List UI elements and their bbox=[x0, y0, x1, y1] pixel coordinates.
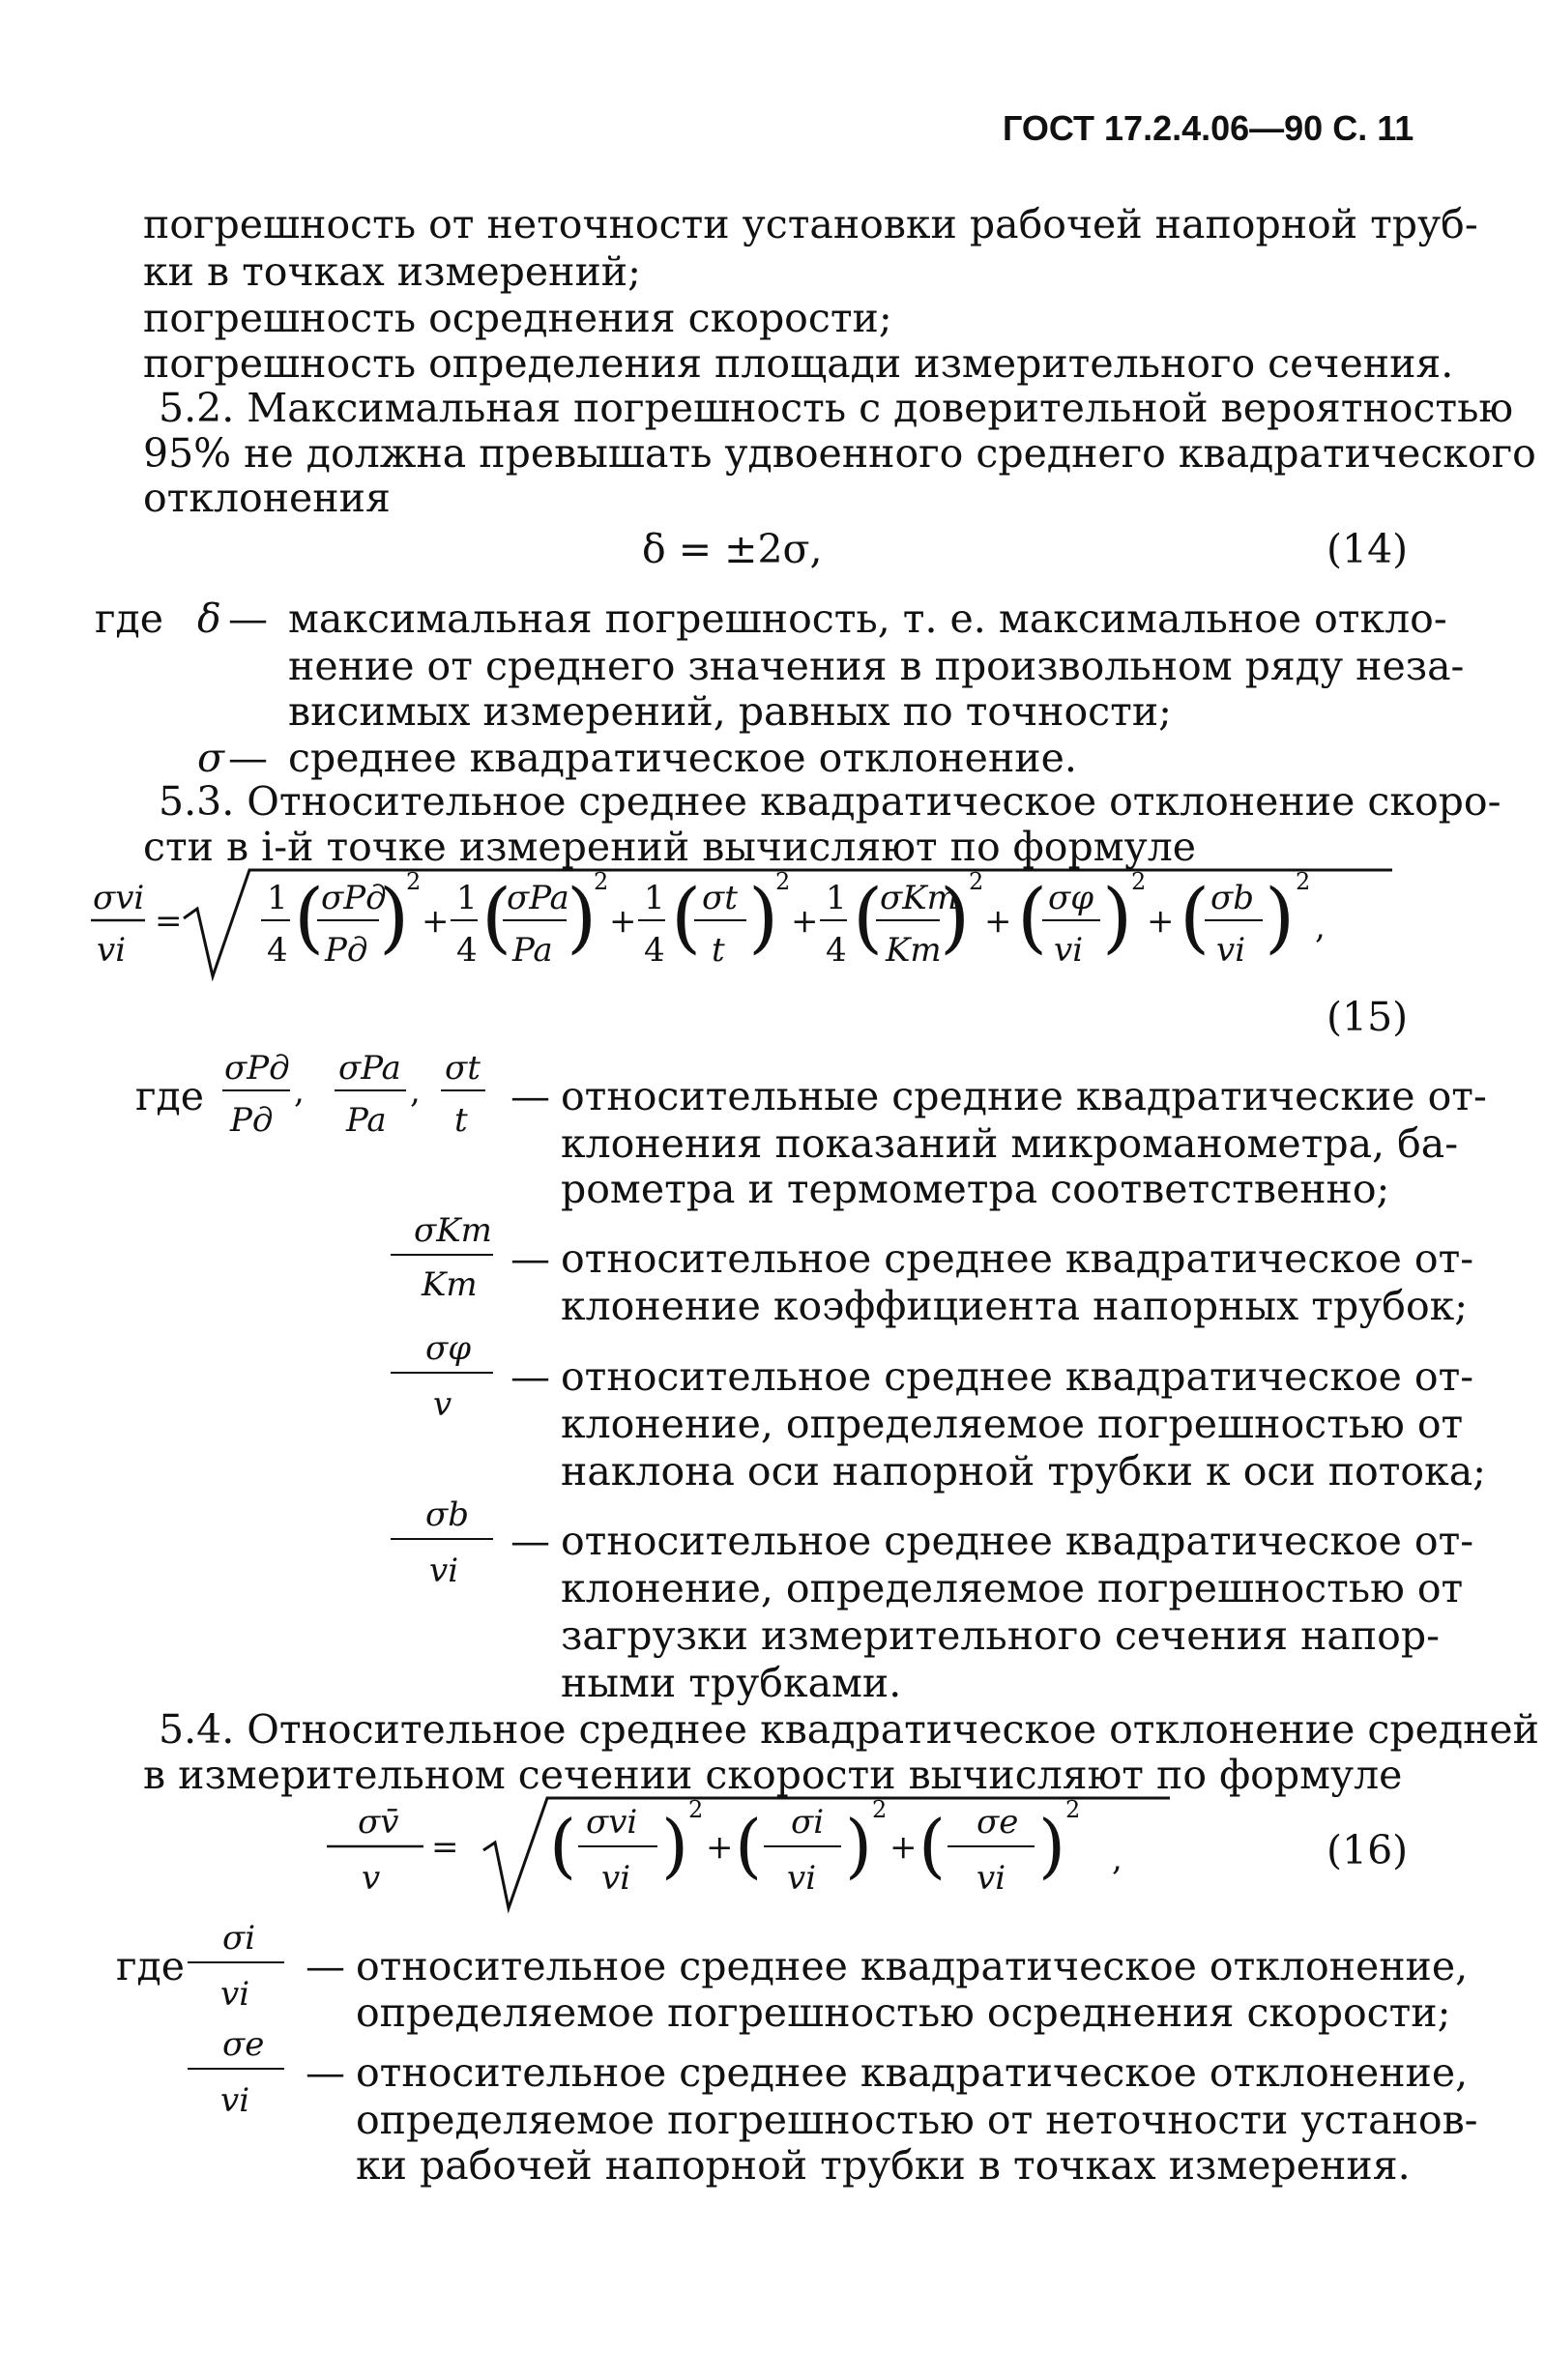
svg-text:1: 1 bbox=[644, 879, 665, 917]
svg-text:): ) bbox=[661, 1805, 689, 1886]
paragraph-5-3 bbox=[159, 778, 1501, 826]
svg-text:,: , bbox=[410, 1072, 421, 1111]
svg-text:σv̄: σv̄ bbox=[358, 1803, 399, 1842]
svg-text:2: 2 bbox=[406, 868, 422, 895]
svg-text:vi: vi bbox=[429, 1552, 459, 1590]
svg-text:=: = bbox=[431, 1828, 459, 1867]
svg-text:σφ: σφ bbox=[425, 1329, 472, 1368]
svg-text:vi: vi bbox=[977, 1859, 1006, 1898]
svg-text:4: 4 bbox=[826, 931, 847, 970]
svg-text:vi: vi bbox=[601, 1859, 631, 1898]
svg-text:(: ( bbox=[481, 872, 512, 962]
svg-text:4: 4 bbox=[456, 931, 478, 970]
definition-fraction-i bbox=[184, 1914, 300, 2020]
svg-text:+: + bbox=[984, 902, 1012, 941]
symbol-sigma: σ bbox=[197, 735, 224, 781]
svg-text:2: 2 bbox=[969, 868, 984, 895]
where-label: где bbox=[95, 595, 163, 642]
formula-number-14: (14) bbox=[1326, 526, 1409, 572]
svg-text:+: + bbox=[706, 1828, 734, 1867]
text-line: отклонения bbox=[143, 475, 391, 521]
text-line: погрешность определения площади измерительного сечения. bbox=[143, 340, 1454, 387]
svg-text:σKт: σKт bbox=[880, 879, 958, 917]
svg-text:+: + bbox=[1147, 902, 1175, 941]
definition-sigma: среднее квадратическое отклонение. bbox=[288, 735, 1077, 781]
svg-text:(: ( bbox=[671, 872, 702, 962]
svg-text:4: 4 bbox=[267, 931, 288, 970]
definition-5-4-2 bbox=[356, 2049, 1478, 2144]
svg-text:σe: σe bbox=[977, 1803, 1019, 1842]
definition-delta bbox=[288, 595, 1465, 690]
definition-fraction-e bbox=[184, 2020, 300, 2127]
text-line: погрешность осреднения скорости; bbox=[143, 295, 892, 341]
paragraph-5-4 bbox=[159, 1706, 1540, 1754]
svg-text:σb: σb bbox=[1210, 879, 1254, 917]
svg-text:(: ( bbox=[735, 1805, 763, 1886]
definition-fraction-b bbox=[387, 1491, 503, 1597]
definition-dash: — bbox=[228, 735, 268, 781]
formula-15 bbox=[87, 860, 1431, 1034]
svg-text:vi: vi bbox=[1216, 931, 1246, 970]
text-line: клонение коэффициента напорных трубок; bbox=[561, 1283, 1469, 1329]
svg-text:Pд: Pд bbox=[325, 931, 368, 970]
text-line: относительное среднее квадратическое отклонение, bbox=[356, 2049, 1469, 2096]
text-line: загрузки измерительного сечения напор- bbox=[561, 1612, 1440, 1659]
text-line: в измерительном сечении скорости вычисляют по формуле bbox=[143, 1752, 1403, 1798]
svg-text:): ) bbox=[379, 872, 410, 962]
svg-text:σKт: σKт bbox=[414, 1211, 492, 1250]
svg-text:Pд: Pд bbox=[230, 1101, 274, 1140]
definition-fraction-phi bbox=[387, 1324, 503, 1431]
svg-text:+: + bbox=[889, 1828, 918, 1867]
svg-text:v: v bbox=[362, 1859, 381, 1898]
svg-text:1: 1 bbox=[456, 879, 478, 917]
svg-text:vi: vi bbox=[1054, 931, 1084, 970]
definition-fractions-a bbox=[219, 1044, 509, 1160]
svg-text:σt: σt bbox=[702, 879, 738, 917]
svg-text:σt: σt bbox=[445, 1049, 481, 1088]
formula-number-15: (15) bbox=[1326, 994, 1409, 1040]
text-line: клонение, определяемое погрешностью от bbox=[561, 1565, 1464, 1611]
svg-text:t: t bbox=[712, 931, 725, 970]
svg-text:σi: σi bbox=[222, 1919, 256, 1958]
svg-text:+: + bbox=[422, 902, 450, 941]
svg-text:(: ( bbox=[1180, 872, 1210, 962]
svg-text:Pa: Pa bbox=[346, 1101, 387, 1140]
svg-text:vi: vi bbox=[220, 2081, 250, 2120]
svg-text:2: 2 bbox=[688, 1796, 704, 1823]
svg-text:2: 2 bbox=[1131, 868, 1147, 895]
svg-text:,: , bbox=[1112, 1840, 1122, 1878]
svg-text:+: + bbox=[609, 902, 637, 941]
formula-lhs-denominator: vi bbox=[97, 931, 127, 970]
where-label: где bbox=[116, 1943, 185, 1989]
svg-text:σi: σi bbox=[791, 1803, 825, 1842]
svg-text:+: + bbox=[791, 902, 819, 941]
text-line: 5.3. Относительное среднее квадратическое отклонение скоро- bbox=[159, 778, 1501, 825]
svg-text:=: = bbox=[155, 902, 183, 941]
svg-text:vi: vi bbox=[220, 1975, 250, 2014]
svg-text:σe: σe bbox=[222, 2025, 265, 2064]
svg-text:,: , bbox=[294, 1072, 305, 1111]
text-line: нение от среднего значения в произвольном ряду неза- bbox=[288, 643, 1465, 689]
svg-text:(: ( bbox=[1017, 872, 1048, 962]
formula-number-16: (16) bbox=[1326, 1827, 1409, 1873]
svg-text:): ) bbox=[845, 1805, 873, 1886]
svg-text:σPд: σPд bbox=[224, 1049, 290, 1088]
svg-text:1: 1 bbox=[267, 879, 288, 917]
definition-4 bbox=[561, 1518, 1474, 1660]
text-line: клонение, определяемое погрешностью от bbox=[561, 1401, 1464, 1447]
definition-dash: — bbox=[228, 595, 268, 642]
formula-16 bbox=[319, 1788, 1189, 1924]
svg-text:2: 2 bbox=[775, 868, 791, 895]
text-line: ки в точках измерений; bbox=[143, 248, 641, 295]
text-line: максимальная погрешность, т. е. максимальное откло- bbox=[288, 595, 1447, 642]
definition-1 bbox=[561, 1073, 1487, 1168]
svg-text:): ) bbox=[748, 872, 779, 962]
svg-text:): ) bbox=[940, 872, 971, 962]
svg-text:): ) bbox=[567, 872, 598, 962]
definition-dash: — bbox=[510, 1518, 550, 1564]
text-line: 5.2. Максимальная погрешность с доверительной вероятностью bbox=[159, 385, 1514, 431]
svg-text:): ) bbox=[1265, 872, 1296, 962]
svg-text:): ) bbox=[1038, 1805, 1066, 1886]
text-line: сти в i-й точке измерений вычисляют по формуле bbox=[143, 824, 1197, 870]
text-line: относительное среднее квадратическое от- bbox=[561, 1235, 1474, 1282]
svg-text:2: 2 bbox=[1065, 1796, 1081, 1823]
definition-dash: — bbox=[510, 1073, 550, 1119]
svg-text:σvi: σvi bbox=[586, 1803, 638, 1842]
svg-text:2: 2 bbox=[872, 1796, 888, 1823]
svg-text:v: v bbox=[433, 1385, 452, 1424]
text-line: клонения показаний микроманометра, ба- bbox=[561, 1120, 1459, 1167]
svg-text:(: ( bbox=[549, 1805, 577, 1886]
svg-text:1: 1 bbox=[826, 879, 847, 917]
svg-text:2: 2 bbox=[594, 868, 609, 895]
svg-text:(: ( bbox=[294, 872, 325, 962]
svg-text:Kт: Kт bbox=[422, 1265, 478, 1304]
text-line: относительное среднее квадратическое от- bbox=[561, 1353, 1474, 1400]
text-line: относительное среднее квадратическое от- bbox=[561, 1518, 1474, 1564]
svg-text:4: 4 bbox=[644, 931, 665, 970]
svg-text:vi: vi bbox=[787, 1859, 817, 1898]
svg-text:): ) bbox=[1102, 872, 1133, 962]
definition-5-4-1 bbox=[356, 1943, 1469, 1990]
text-line: наклона оси напорной трубки к оси потока; bbox=[561, 1448, 1486, 1495]
definition-fraction-kt bbox=[387, 1206, 503, 1313]
svg-text:σPд: σPд bbox=[321, 879, 387, 917]
definition-dash: — bbox=[306, 1943, 345, 1989]
definition-dash: — bbox=[510, 1353, 550, 1400]
definition-3 bbox=[561, 1353, 1486, 1495]
svg-text:σb: σb bbox=[425, 1495, 469, 1534]
svg-text:(: ( bbox=[918, 1805, 947, 1886]
text-line: 5.4. Относительное среднее квадратическое отклонение средней bbox=[159, 1706, 1540, 1753]
svg-text:,: , bbox=[1315, 908, 1326, 946]
definition-dash: — bbox=[510, 1235, 550, 1282]
running-head: ГОСТ 17.2.4.06—90 С. 11 bbox=[1003, 108, 1414, 148]
formula-lhs-numerator: σvi bbox=[93, 879, 145, 917]
where-label: где bbox=[135, 1073, 204, 1119]
text-line: определяемое погрешностью осреднения скорости; bbox=[356, 1989, 1451, 2036]
svg-text:σPa: σPa bbox=[338, 1049, 401, 1088]
svg-text:t: t bbox=[454, 1101, 468, 1140]
symbol-delta: δ bbox=[197, 595, 221, 642]
paragraph-5-2 bbox=[159, 385, 1514, 432]
text-line: относительные средние квадратические от- bbox=[561, 1073, 1487, 1119]
svg-text:Pa: Pa bbox=[512, 931, 553, 970]
text-line: ными трубками. bbox=[561, 1660, 902, 1706]
text-line: висимых измерений, равных по точности; bbox=[288, 688, 1172, 735]
text-line: относительное среднее квадратическое отклонение, bbox=[356, 1943, 1469, 1989]
text-line: ки рабочей напорной трубки в точках измерения. bbox=[356, 2142, 1411, 2189]
svg-text:σφ: σφ bbox=[1048, 879, 1094, 917]
text-line: определяемое погрешностью от неточности установ- bbox=[356, 2097, 1478, 2143]
svg-text:σPa: σPa bbox=[507, 879, 569, 917]
svg-text:2: 2 bbox=[1296, 868, 1311, 895]
svg-text:Kт: Kт bbox=[886, 931, 942, 970]
definition-2 bbox=[561, 1235, 1474, 1330]
paragraph-5-1-tail bbox=[143, 201, 1478, 248]
text-line: погрешность от неточности установки рабочей напорной труб- bbox=[143, 201, 1478, 247]
definition-dash: — bbox=[306, 2049, 345, 2096]
text-line-wrap bbox=[143, 430, 1536, 478]
text-line: 95% не должна превышать удвоенного среднего квадратического bbox=[143, 430, 1536, 477]
text-line: рометра и термометра соответственно; bbox=[561, 1166, 1390, 1212]
svg-text:(: ( bbox=[853, 872, 884, 962]
formula-14: δ = ±2σ, bbox=[642, 526, 823, 572]
